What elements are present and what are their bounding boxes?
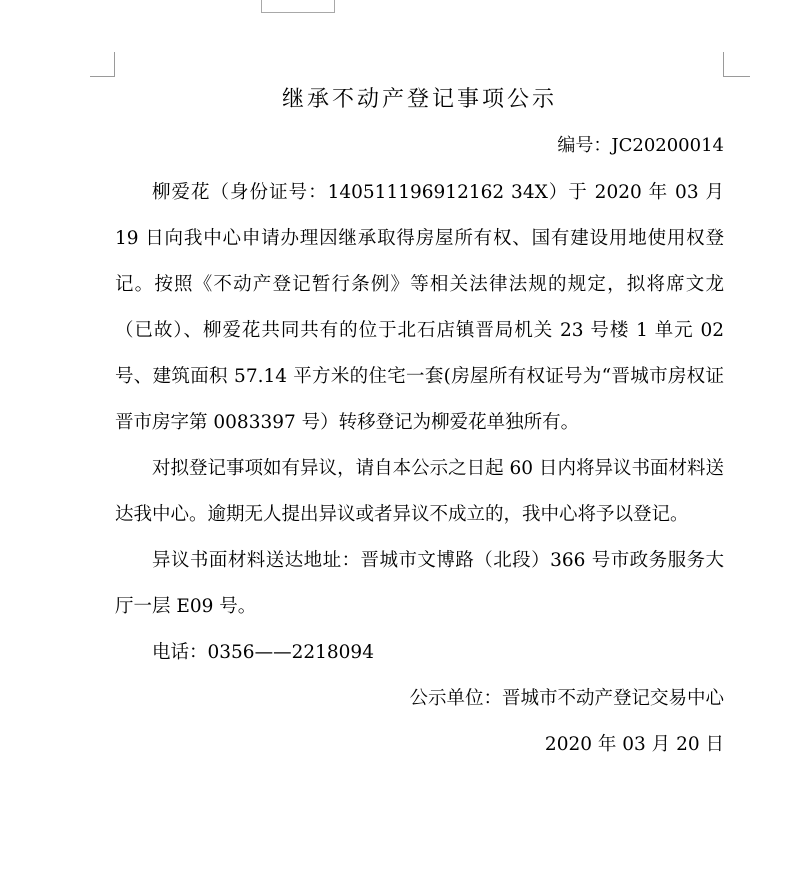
page-corner-mark-right xyxy=(723,52,750,77)
date-line: 2020 年 03 月 20 日 xyxy=(544,734,724,755)
document-page xyxy=(115,80,724,768)
paragraph-address: 异议书面材料送达地址：晋城市文博路（北段）366 号市政务服务大厅一层 E09 号。 xyxy=(115,550,724,617)
paragraph-phone: 电话：0356——2218094 xyxy=(152,642,374,663)
paragraph-objection: 对拟登记事项如有异议，请自本公示之日起 60 日内将异议书面材料送达我中心。逾期无人提出异议或者异议不成立的，我中心将予以登记。 xyxy=(115,458,724,525)
page-corner-mark-left xyxy=(90,52,115,77)
top-tab xyxy=(261,0,335,13)
issuer-line: 公示单位：晋城市不动产登记交易中心 xyxy=(409,688,724,709)
document-number: 编号：JC20200014 xyxy=(557,135,724,156)
document-title: 继承不动产登记事项公示 xyxy=(281,87,557,112)
paragraph-application: 柳爱花（身份证号：140511196912162 34X）于 2020 年 03 月 19 日向我中心申请办理因继承取得房屋所有权、国有建设用地使用权登记。按照《不动产登记暂行条例》等相关法律法规的规定，拟将席文龙（已故）、柳爱花共同共有的位于北石店镇晋局机关 23 号楼 1 单元 02 号、建筑面积 57.14 平方米的住宅一套(房屋所有权证号为“晋城市房权证晋市房字第 0083397 号）转移登记为柳爱花单独所有。 xyxy=(115,182,724,433)
